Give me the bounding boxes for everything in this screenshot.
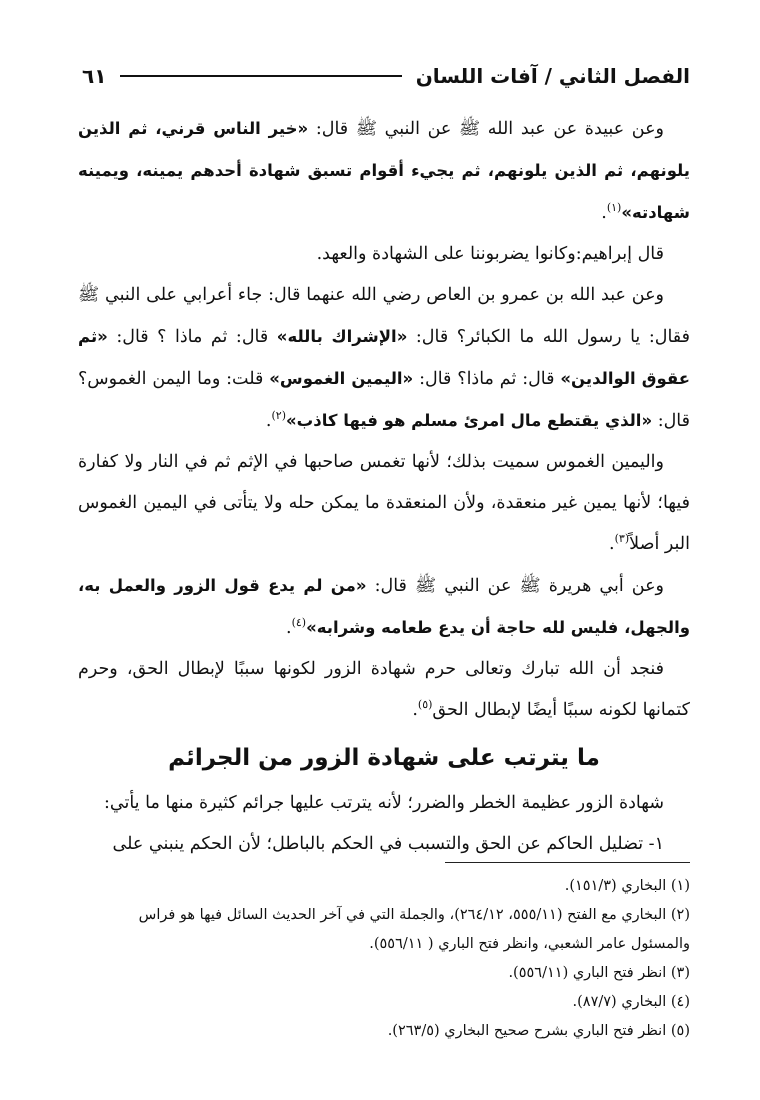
header-rule <box>120 75 401 77</box>
page-header <box>82 58 690 94</box>
paragraph-hadith-abu-hurayra <box>78 565 690 649</box>
paragraph-text: قال: ثم ماذا ؟ قال: <box>107 327 277 347</box>
footnote-ref: (٣) <box>614 532 630 546</box>
footnote-ref: (١) <box>606 201 622 215</box>
hadith-quote: «من لم يدع قول الزور والعمل به، والجهل، فليس لله حاجة أن يدع طعامه وشرابه» <box>78 576 690 637</box>
punctuation: . <box>609 534 615 554</box>
footnote-1: (١) البخاري (١٥١/٣). <box>564 878 690 894</box>
paragraph-text: قلت: وما اليمن الغموس؟ قال: <box>78 369 690 431</box>
hadith-quote: «خير الناس قرني، ثم الذين يلونهم، ثم الذين يلونهم، ثم يجيء أقوام تسبق شهادة أحدهم يمينه، ويمينه شهادته» <box>78 119 690 222</box>
paragraph-hadith-ubaida <box>78 108 690 234</box>
footnote-5: (٥) انظر فتح الباري بشرح صحيح البخاري (٢٦٣/٥). <box>387 1023 690 1039</box>
footnotes <box>78 872 690 1046</box>
paragraph-ibrahim: قال إبراهيم:وكانوا يضربوننا على الشهادة والعهد. <box>316 244 664 264</box>
footnote-separator <box>445 862 690 863</box>
footnote-3: (٣) انظر فتح الباري (٥٥٦/١١). <box>508 965 690 981</box>
paragraph-text: فنجد أن الله تبارك وتعالى حرم شهادة الزور لكونها سببًا لإبطال الحق، وحرم كتمانها لكونه سببًا أيضًا لإبطال الحق <box>78 659 690 720</box>
footnote-ref: (٤) <box>291 616 307 630</box>
paragraph-hadith-ibn-amr <box>78 275 690 442</box>
paragraph-text: وعن عبد الله بن عمرو بن العاص رضي الله عنهما قال: جاء أعرابي على النبي ﷺ فقال: يا رسول الله ما الكبائر؟ قال: <box>78 285 690 347</box>
hadith-quote: «اليمين الغموس» <box>269 369 414 388</box>
footnote-ref: (٥) <box>417 698 433 712</box>
list-item-1: ١- تضليل الحاكم عن الحق والتسبب في الحكم بالباطل؛ لأن الحكم ينبني على <box>112 834 664 854</box>
paragraph-intro-crimes: شهادة الزور عظيمة الخطر والضرر؛ لأنه يترتب عليها جرائم كثيرة منها ما يأتي: <box>104 793 664 813</box>
punctuation: . <box>286 618 292 638</box>
main-text <box>78 108 690 865</box>
paragraph-text: وعن أبي هريرة ﷺ عن النبي ﷺ قال: <box>366 576 665 596</box>
running-title: الفصل الثاني / آفات اللسان <box>415 64 690 88</box>
paragraph-text: قال: ثم ماذا؟ قال: <box>413 369 561 389</box>
footnote-ref: (٢) <box>271 409 287 423</box>
hadith-quote: «ثم عقوق الوالدين» <box>78 327 690 388</box>
section-heading: ما يترتب على شهادة الزور من الجرائم <box>168 745 600 771</box>
hadith-quote: «الذي يقتطع مال امرئ مسلم هو فيها كاذب» <box>286 411 653 430</box>
hadith-quote: «الإشراك بالله» <box>276 327 408 346</box>
punctuation: . <box>412 700 418 720</box>
punctuation: . <box>265 411 272 431</box>
footnote-4: (٤) البخاري (٨٧/٧). <box>572 994 690 1010</box>
punctuation: . <box>601 203 607 223</box>
page-number: ٦١ <box>82 64 107 88</box>
paragraph-text: واليمين الغموس سميت بذلك؛ لأنها تغمس صاحبها في الإثم ثم في النار ولا كفارة فيها؛ لأنها يمين غير منعقدة، ولأن المنعقدة ما يمكن حله ولا يتأتى في اليمين الغموس البر أصلاً <box>78 452 690 554</box>
paragraph-conclusion <box>78 649 690 731</box>
footnote-2: (٢) البخاري مع الفتح (٥٥٥/١١، ٢٦٤/١٢)، والجملة التي في آخر الحديث السائل فيها هو فراس والمسئول عامر الشعبي، وانظر فتح الباري ( ٥٥٦/١١). <box>138 907 690 952</box>
paragraph-ghamus <box>78 442 690 565</box>
paragraph-text: وعن عبيدة عن عبد الله ﷺ عن النبي ﷺ قال: <box>308 119 665 139</box>
